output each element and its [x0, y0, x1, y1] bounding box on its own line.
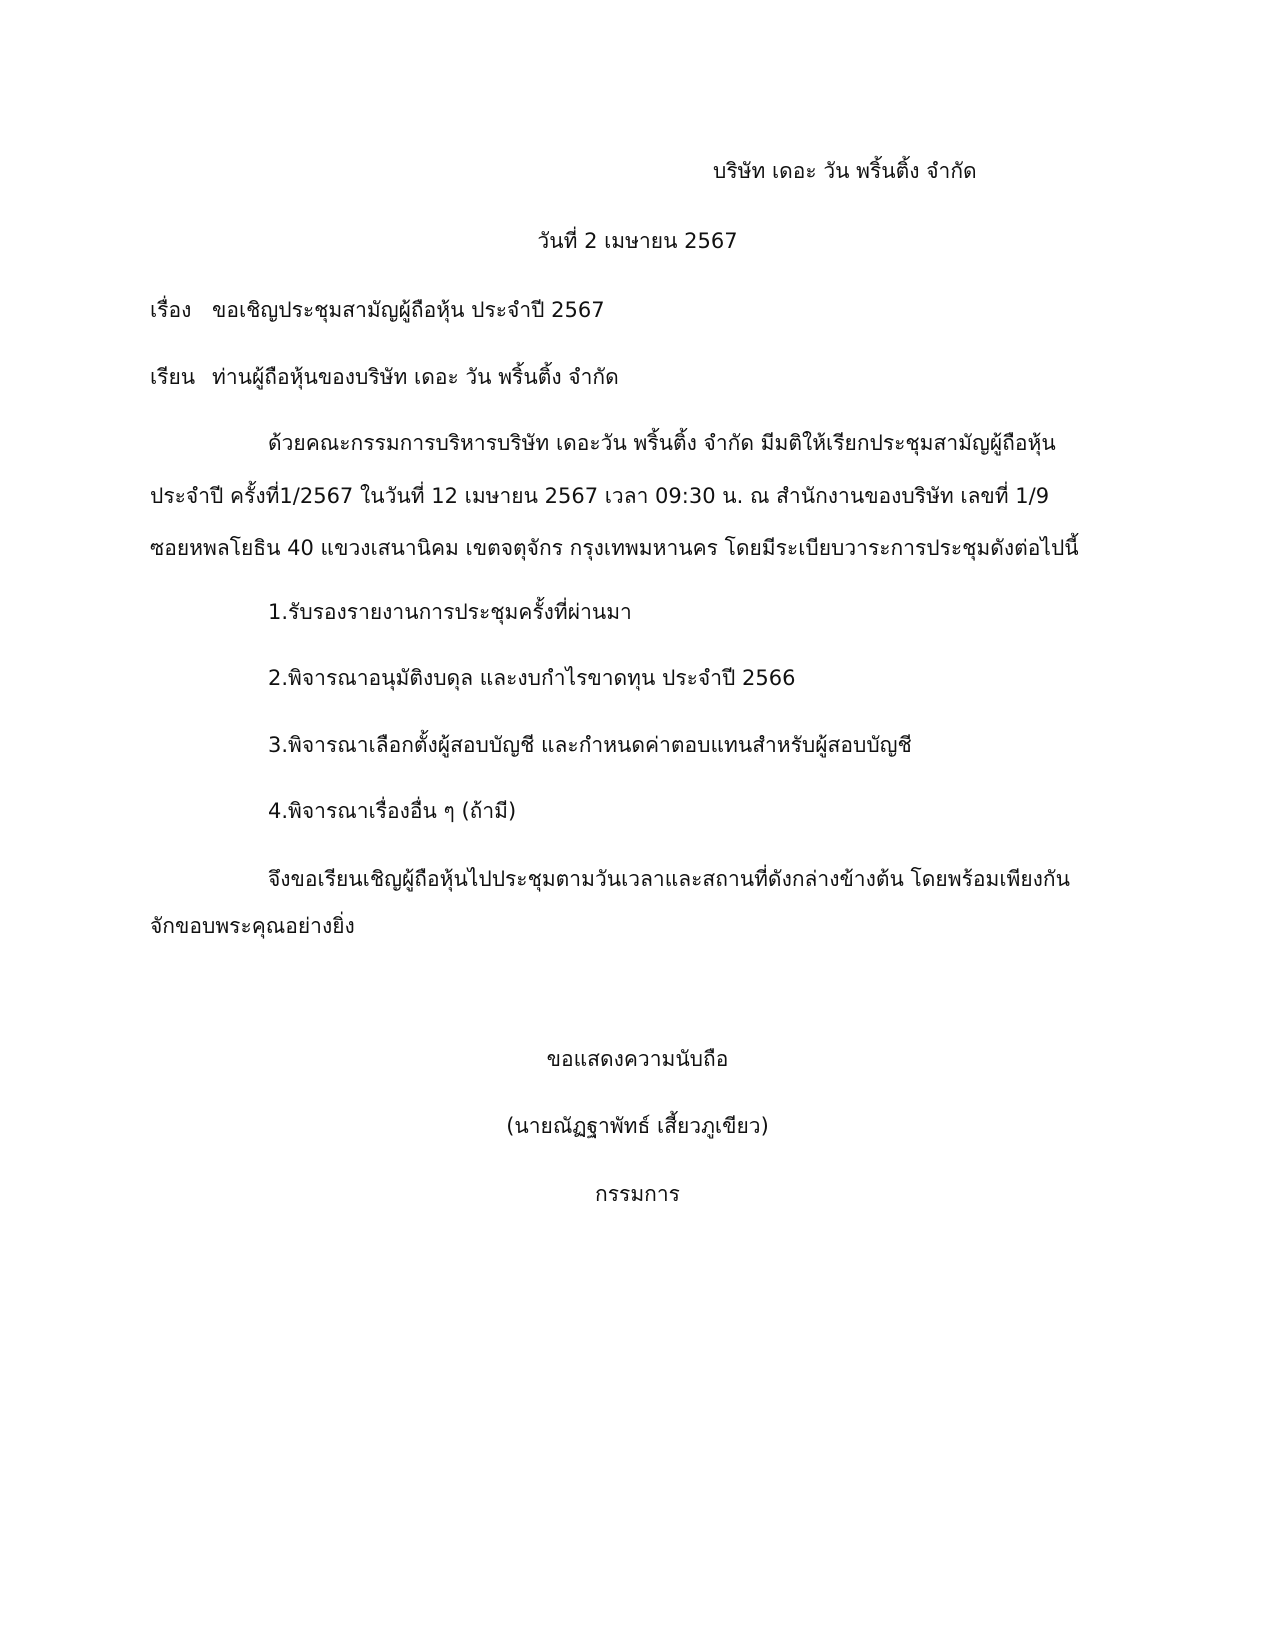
agenda-item: 3.พิจารณาเลือกตั้งผู้สอบบัญชี และกำหนดค่าตอบแทนสำหรับผู้สอบบัญชี	[268, 733, 912, 757]
regards-line: ขอแสดงความนับถือ	[546, 1047, 729, 1071]
closing-paragraph-line-2: จักขอบพระคุณอย่างยิ่ง	[150, 914, 355, 938]
agenda-item: 2.พิจารณาอนุมัติงบดุล และงบกำไรขาดทุน ประจำปี 2566	[268, 666, 796, 690]
recipient-label: เรียน	[150, 365, 196, 389]
subject-line	[150, 296, 605, 324]
body-text-1: ด้วยคณะกรรมการบริหารบริษัท เดอะวัน พริ้นติ้ง จำกัด มีมติให้เรียกประชุมสามัญผู้ถือหุ้น	[268, 431, 1056, 455]
body-paragraph-line-1	[150, 429, 1056, 457]
subject-label: เรื่อง	[150, 298, 192, 322]
closing-paragraph-line-1	[150, 865, 1070, 893]
recipient-text: ท่านผู้ถือหุ้นของบริษัท เดอะ วัน พริ้นติ้ง จำกัด	[212, 365, 619, 389]
closing-text-1: จึงขอเรียนเชิญผู้ถือหุ้นไปประชุมตามวันเวลาและสถานที่ดังกล่างข้างต้น โดยพร้อมเพียงกัน	[268, 867, 1070, 891]
body-paragraph-line-3: ซอยหพลโยธิน 40 แขวงเสนานิคม เขตจตุจักร กรุงเทพมหานคร โดยมีระเบียบวาระการประชุมดังต่อไปนี้	[150, 536, 1079, 560]
subject-text: ขอเชิญประชุมสามัญผู้ถือหุ้น ประจำปี 2567	[212, 298, 605, 322]
signer-position: กรรมการ	[595, 1182, 680, 1206]
signer-name: (นายณัฏฐาพัทธ์ เสี้ยวภูเขียว)	[506, 1114, 769, 1138]
company-header: บริษัท เดอะ วัน พริ้นติ้ง จำกัด	[713, 159, 977, 183]
agenda-item: 1.รับรองรายงานการประชุมครั้งที่ผ่านมา	[268, 600, 632, 624]
date-line: วันที่ 2 เมษายน 2567	[537, 229, 738, 253]
agenda-item: 4.พิจารณาเรื่องอื่น ๆ (ถ้ามี)	[268, 799, 517, 823]
recipient-line	[150, 363, 619, 391]
body-paragraph-line-2: ประจำปี ครั้งที่1/2567 ในวันที่ 12 เมษายน 2567 เวลา 09:30 น. ณ สำนักงานของบริษัท เลขที่ 1/9	[150, 484, 1050, 508]
